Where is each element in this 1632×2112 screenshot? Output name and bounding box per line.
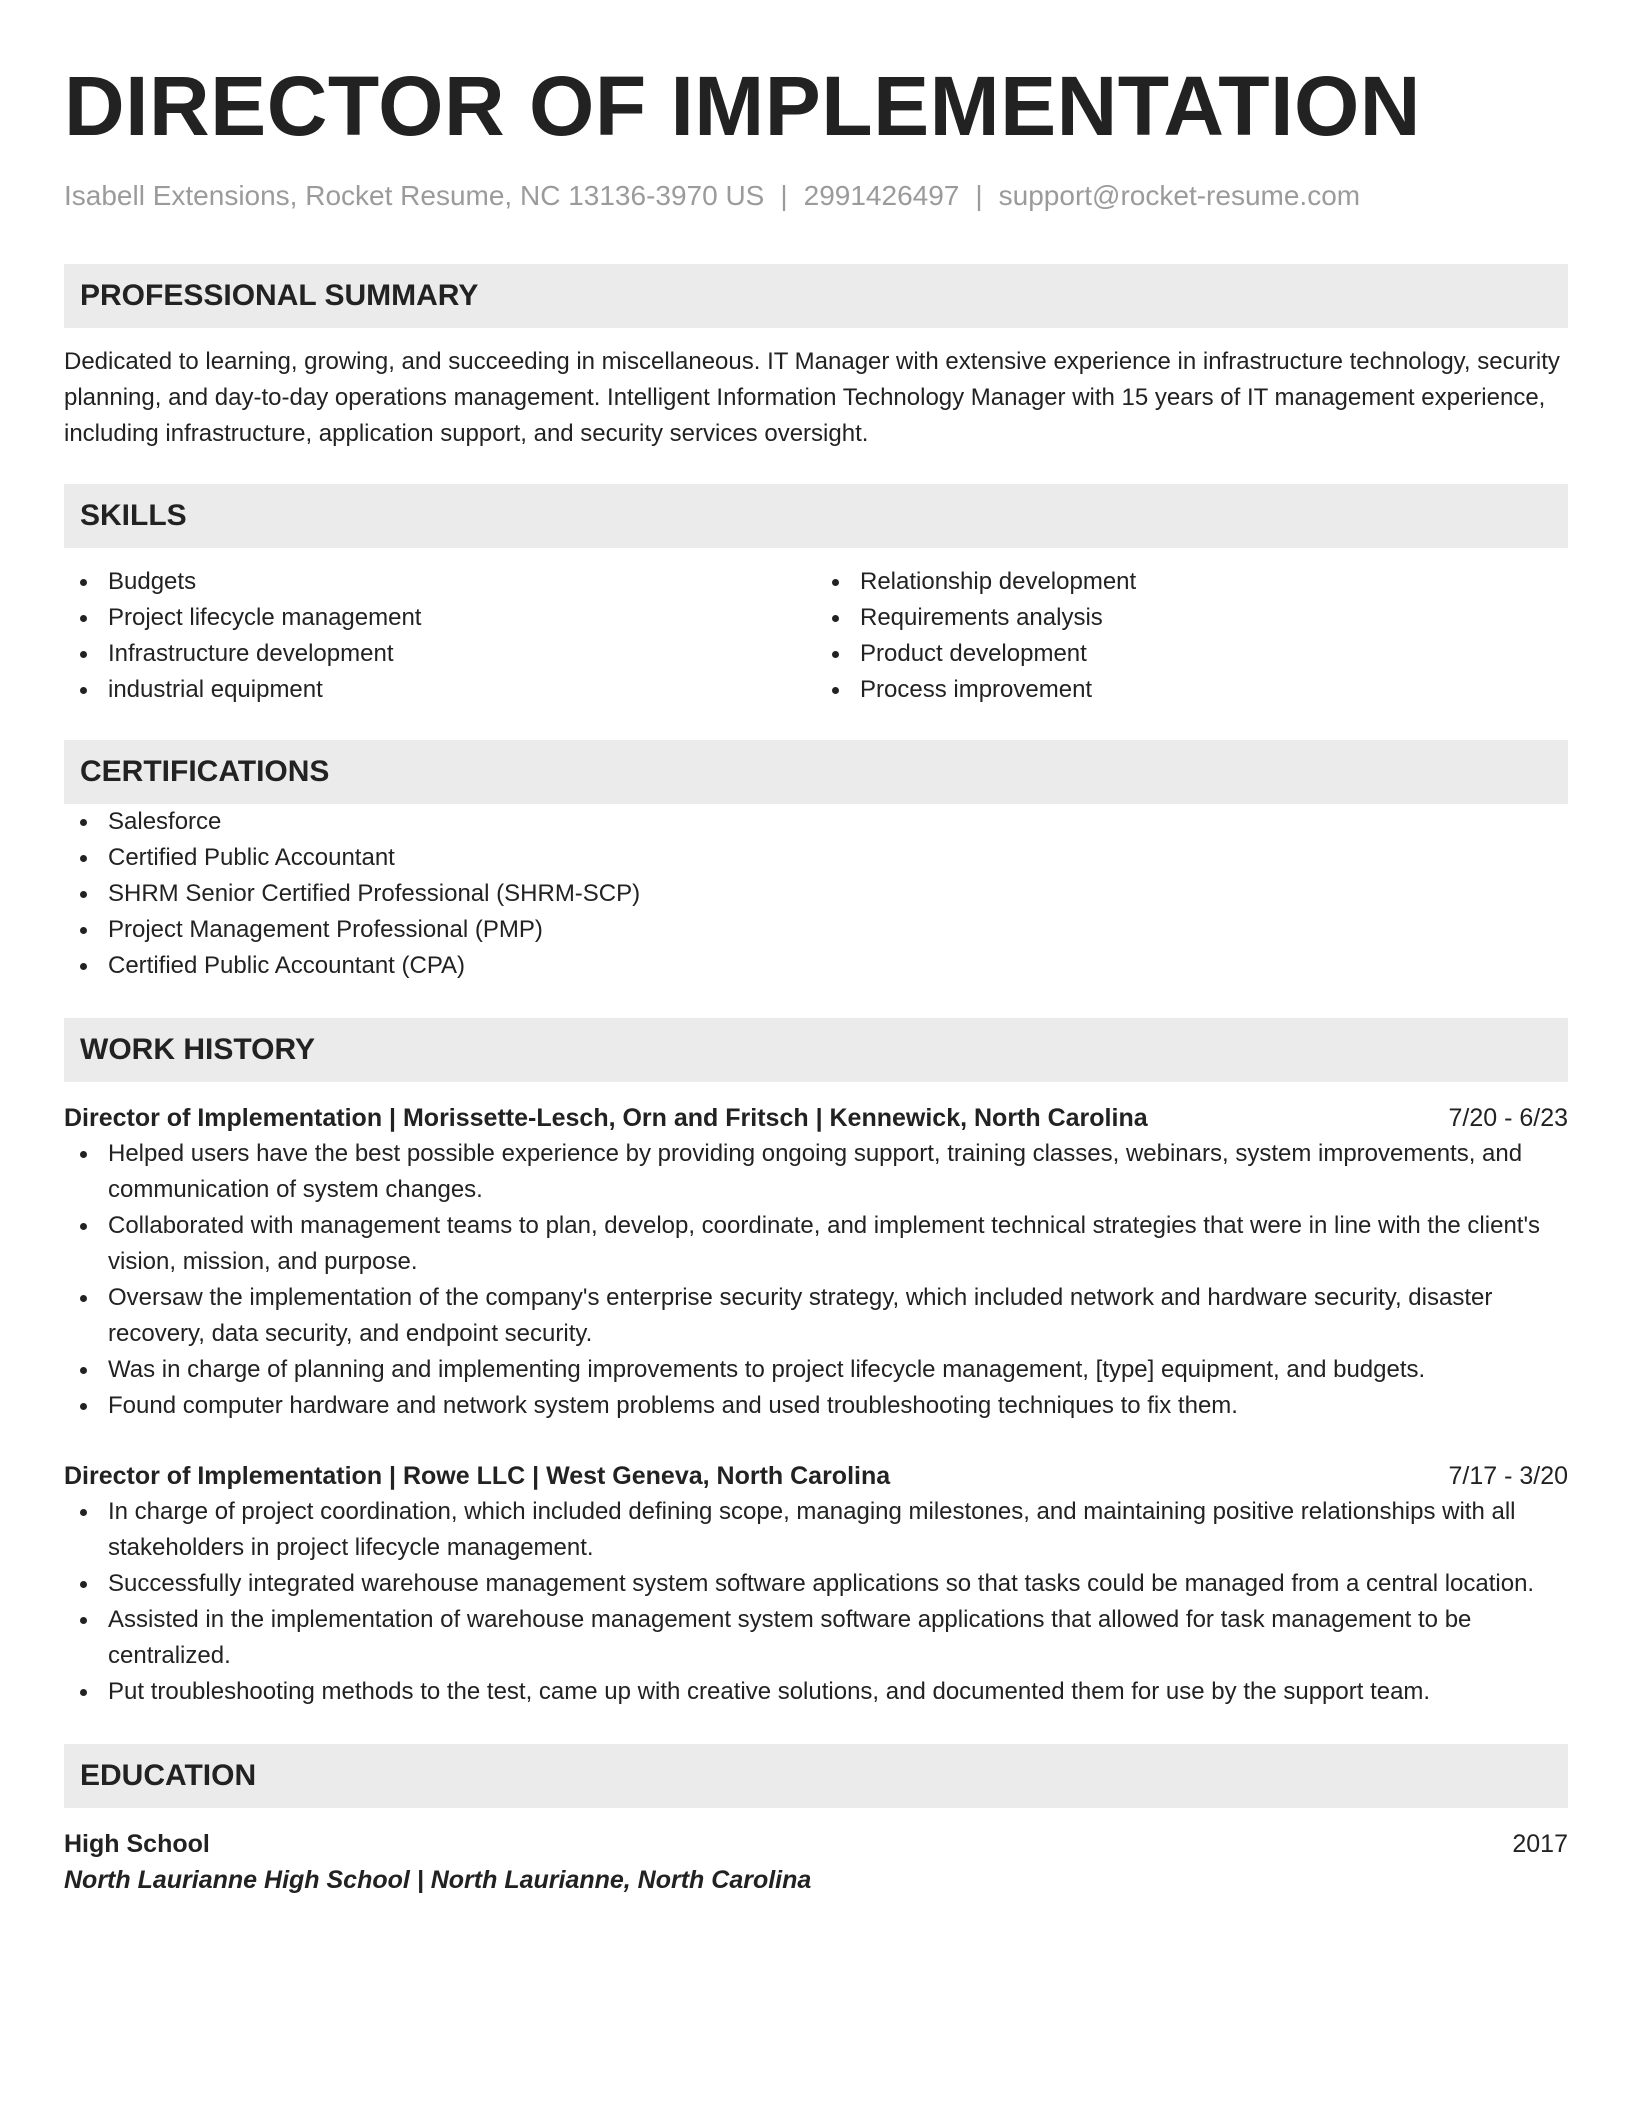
education-year: 2017 [1512, 1830, 1568, 1858]
skill-item: industrial equipment [64, 672, 816, 708]
skill-item: Project lifecycle management [64, 600, 816, 636]
contact-line [64, 178, 1568, 214]
section-title: EDUCATION [80, 1759, 257, 1792]
skills-column-right [816, 564, 1568, 708]
certification-item: Certified Public Accountant [64, 840, 1568, 876]
contact-email: support@rocket-resume.com [998, 180, 1361, 211]
education-header [64, 1826, 1568, 1862]
job-bullet: Found computer hardware and network system problems and used troubleshooting techniques to fix them. [64, 1388, 1568, 1424]
contact-address: Isabell Extensions, Rocket Resume, NC 13136-3970 US [64, 180, 765, 211]
skill-item: Requirements analysis [816, 600, 1568, 636]
section-header-work-history [64, 1018, 1568, 1082]
skill-item: Infrastructure development [64, 636, 816, 672]
resume-title: DIRECTOR OF IMPLEMENTATION [64, 59, 1421, 153]
job-bullet: Collaborated with management teams to plan, develop, coordinate, and implement technical strategies that were in line with the client's vision, mission, and purpose. [64, 1208, 1568, 1280]
contact-separator: | [780, 180, 788, 211]
job-bullets [64, 1494, 1568, 1710]
job-title: Director of Implementation | Morissette-Lesch, Orn and Fritsch | Kennewick, North Carolina [64, 1104, 1148, 1132]
skills-list-right [816, 564, 1568, 708]
contact-separator: | [975, 180, 983, 211]
job-dates: 7/20 - 6/23 [1448, 1104, 1568, 1132]
job-bullet: Successfully integrated warehouse management system software applications so that tasks could be managed from a central location. [64, 1566, 1568, 1602]
job-bullet: Put troubleshooting methods to the test, came up with creative solutions, and documented them for use by the support team. [64, 1674, 1568, 1710]
section-header-certifications [64, 740, 1568, 804]
education-degree: High School [64, 1830, 210, 1858]
job-bullet: Oversaw the implementation of the company's enterprise security strategy, which included network and hardware security, disaster recovery, data security, and endpoint security. [64, 1280, 1568, 1352]
job-dates: 7/17 - 3/20 [1448, 1462, 1568, 1490]
job-entry [64, 1100, 1568, 1424]
skill-item: Budgets [64, 564, 816, 600]
job-bullet: In charge of project coordination, which included defining scope, managing milestones, and maintaining positive relationships with all stakeholders in project lifecycle management. [64, 1494, 1568, 1566]
skills-column-left [64, 564, 816, 708]
skills-grid [64, 564, 1568, 708]
job-bullet: Helped users have the best possible experience by providing ongoing support, training classes, webinars, system improvements, and communication of system changes. [64, 1136, 1568, 1208]
section-header-summary [64, 264, 1568, 328]
certification-item: SHRM Senior Certified Professional (SHRM-SCP) [64, 876, 1568, 912]
section-title: WORK HISTORY [80, 1033, 316, 1066]
job-header [64, 1100, 1568, 1136]
skill-item: Process improvement [816, 672, 1568, 708]
contact-phone: 2991426497 [803, 180, 960, 211]
certification-item: Project Management Professional (PMP) [64, 912, 1568, 948]
skill-item: Product development [816, 636, 1568, 672]
section-title: CERTIFICATIONS [80, 755, 330, 788]
job-bullet: Assisted in the implementation of warehouse management system software applications that allowed for task management to be centralized. [64, 1602, 1568, 1674]
section-header-skills [64, 484, 1568, 548]
certification-item: Salesforce [64, 804, 1568, 840]
section-header-education [64, 1744, 1568, 1808]
education-school: North Laurianne High School | North Laurianne, North Carolina [64, 1866, 812, 1894]
section-title: SKILLS [80, 499, 187, 532]
job-entry [64, 1458, 1568, 1710]
job-bullet: Was in charge of planning and implementing improvements to project lifecycle management, [type] equipment, and budgets. [64, 1352, 1568, 1388]
job-header [64, 1458, 1568, 1494]
job-title: Director of Implementation | Rowe LLC | West Geneva, North Carolina [64, 1462, 891, 1490]
skill-item: Relationship development [816, 564, 1568, 600]
section-title: PROFESSIONAL SUMMARY [80, 279, 479, 312]
skills-list-left [64, 564, 816, 708]
certification-item: Certified Public Accountant (CPA) [64, 948, 1568, 984]
job-bullets [64, 1136, 1568, 1424]
summary-text: Dedicated to learning, growing, and succeeding in miscellaneous. IT Manager with extensive experience in infrastructure technology, security planning, and day-to-day operations management. Intelligent Information Technology Manager with 15 years of IT management experience, including infrastructure, application support, and security services oversight. [64, 348, 1560, 447]
certifications-list [64, 804, 1568, 984]
